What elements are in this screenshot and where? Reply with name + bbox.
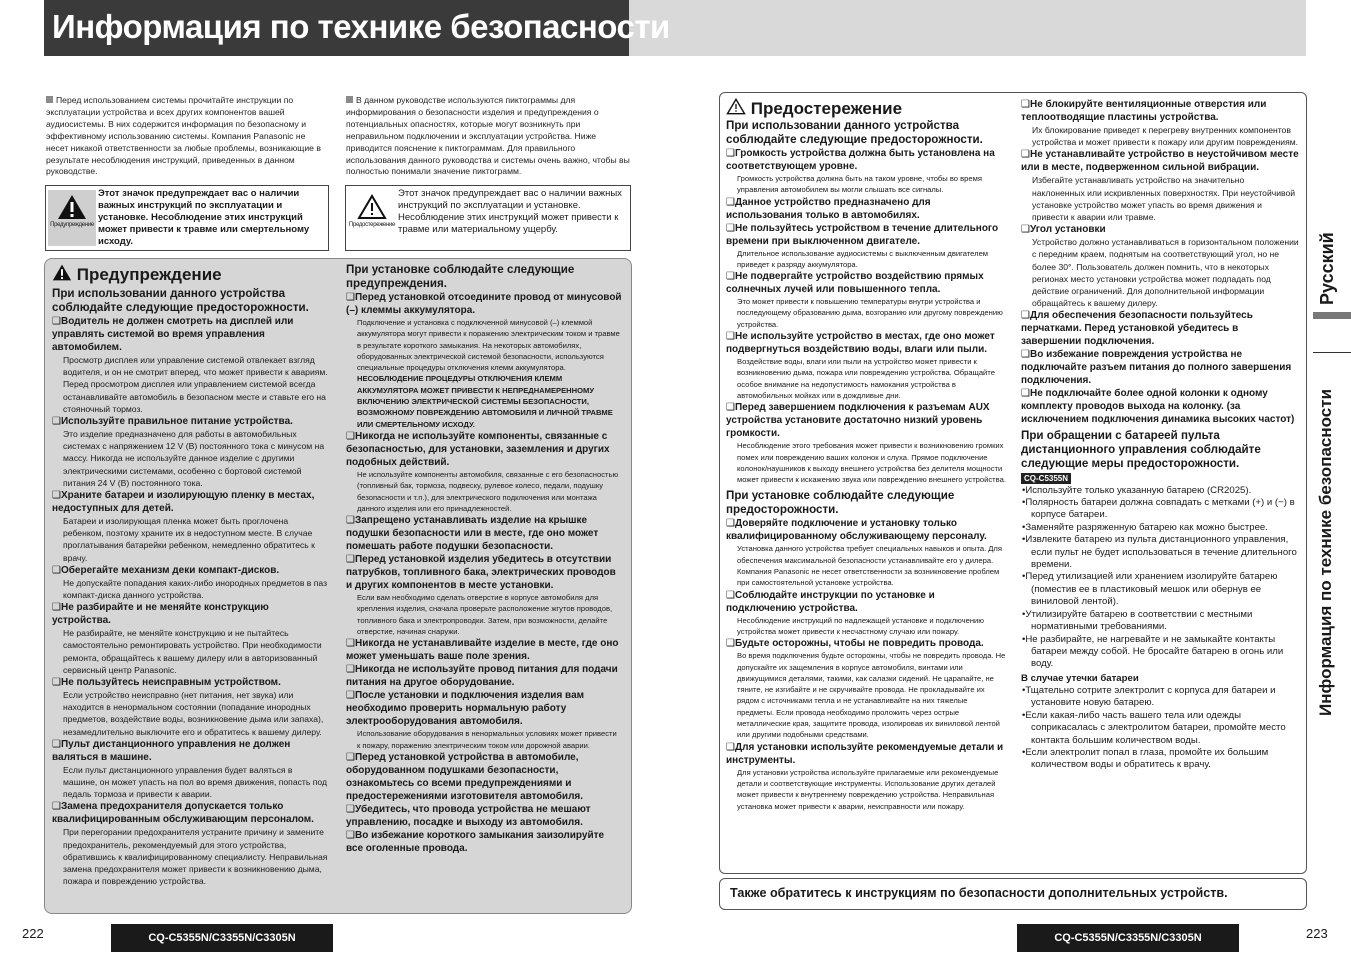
model-badge: CQ-C5355N xyxy=(1021,473,1071,484)
item-heading-text: Используйте правильное питание устройства. xyxy=(60,416,293,428)
page-number-right: 223 xyxy=(1306,926,1328,941)
warning-heading xyxy=(52,264,328,285)
item-heading xyxy=(52,676,328,689)
item-heading-text: Во избежание короткого замыкания заизолируйте все оголенные провода. xyxy=(346,829,605,854)
item-heading xyxy=(1021,98,1299,124)
item-heading xyxy=(346,430,622,469)
side-divider xyxy=(1313,352,1351,353)
model-label-left: CQ-C5355N/C3355N/C3305N xyxy=(111,924,333,952)
item-body: Это изделие предназначено для работы в автомобильных системах с напряжением 12 V (В) постоянного тока с минусом на массу. Никогда не используйте данное изделие с другими электрическими системами, особенно с бортовой системой питания 24 V (В) постоянного тока. xyxy=(63,429,325,488)
item-heading xyxy=(52,601,328,627)
caution-triangle-icon xyxy=(357,194,387,220)
warning-install-list xyxy=(346,291,622,855)
checkbox-icon: ❑ xyxy=(52,564,61,576)
checkbox-icon: ❑ xyxy=(1021,149,1030,161)
bullet-text: Если электролит попал в глаза, промойте их большим количеством воды и обратитесь к врачу. xyxy=(1025,746,1269,771)
caution-column-1 xyxy=(726,98,1006,812)
item-body: Несоблюдение этого требования может привести к возникновению громких помех или повреждению ваших колонок и слуха. Прямое подключение колонок/наушников к выходу внешнего устройства без делителя мощности может привести к искажению звука или повреждению внешнего устройства. xyxy=(737,441,1006,485)
item-body: Устройство должно устанавливаться в горизонтальном положении с передним краем, поднятым на соответствующий угол, но не более 30°. Пользователь должен помнить, что в некоторых регионах место установки устройства может подпадать под действие ограничений. Для дополнительной информации обращайтесь к вашему дилеру. xyxy=(1032,237,1299,309)
item-heading-text: Не разбирайте и не меняйте конструкцию устройства. xyxy=(52,602,269,627)
item-emphasis: НЕСОБЛЮДЕНИЕ ПРОЦЕДУРЫ ОТКЛЮЧЕНИЯ КЛЕММ АККУМУЛЯТОРА МОЖЕТ ПРИВЕСТИ К НЕПРЕДНАМЕРЕННОМУ ВКЛЮЧЕНИЮ ЭЛЕКТРИЧЕСКОЙ СИСТЕМЫ БЕЗОПАСНОСТИ, ВОЗМОЖНОМУ ПОВРЕЖДЕНИЮ АВТОМОБИЛЯ И ЛИЧНОЙ ТРАВМЕ ИЛИ СМЕРТЕЛЬНОМУ ИСХОДУ. xyxy=(357,374,613,429)
item-heading xyxy=(52,315,328,354)
checkbox-icon: ❑ xyxy=(346,664,355,676)
bullet-item xyxy=(1021,571,1299,608)
bullet-dot-icon: • xyxy=(1022,571,1026,583)
checkbox-icon: ❑ xyxy=(1021,224,1030,236)
bullet-item xyxy=(1021,497,1299,522)
item-body: Не допускайте попадания каких-либо инородных предметов в паз компакт-диска данного устройства. xyxy=(63,577,328,601)
checkbox-icon: ❑ xyxy=(1021,349,1030,361)
bullet-dot-icon: • xyxy=(1022,521,1026,533)
bullet-dot-icon: • xyxy=(1022,484,1026,496)
bullet-item xyxy=(1021,634,1299,671)
checkbox-icon: ❑ xyxy=(1021,99,1030,110)
item-body: Воздействие воды, влаги или пыли на устройство может привести к возникновению дыма, пожара или повреждению устройства. Обращайте особое внимание на недопустимость намокания устройства в автомобильных мойках или в дождливые дни. xyxy=(737,357,995,400)
item-heading-text: Запрещено устанавливать изделие на крышке подушки безопасности или в месте, где оно может помешать работе подушки безопасности. xyxy=(346,515,599,553)
side-language-label: Русский xyxy=(1317,232,1337,305)
item-body: Их блокирование приведет к перегреву внутренних компонентов устройства и может привести к пожару или другим повреждениям. xyxy=(1032,125,1299,148)
bullet-text: Полярность батареи должна совпадать с метками (+) и (−) в корпусе батареи. xyxy=(1025,497,1295,521)
checkbox-icon: ❑ xyxy=(52,316,61,327)
warning-column-1 xyxy=(52,264,328,888)
warning-triangle-icon xyxy=(57,194,87,220)
item-body: Длительное использование аудиосистемы с выключенным двигателем приведет к разряду аккумулятора. xyxy=(737,248,989,269)
item-heading-text: Перед установкой изделия убедитесь в отсутствии патрубков, топливного бака, электрических проводов и других компонентов в месте установки. xyxy=(346,554,616,592)
square-bullet-icon xyxy=(46,96,53,103)
checkbox-icon: ❑ xyxy=(52,490,61,502)
item-heading xyxy=(726,270,1006,296)
item-heading xyxy=(726,637,1006,650)
checkbox-icon: ❑ xyxy=(726,222,735,234)
warning-subtitle: При использовании данного устройства соблюдайте следующие предосторожности. xyxy=(52,287,309,314)
item-heading xyxy=(726,401,1006,440)
checkbox-icon: ❑ xyxy=(346,751,355,763)
caution-subtitle: При использовании данного устройства соблюдайте следующие предосторожности. xyxy=(726,119,983,146)
warning-column-2 xyxy=(346,263,622,855)
checkbox-icon: ❑ xyxy=(726,148,735,159)
bullet-item xyxy=(1021,609,1299,634)
item-heading-text: Не устанавливайте устройство в неустойчивом месте или в месте, подверженном сильной вибрации. xyxy=(1021,149,1299,174)
item-heading-text: Для обеспечения безопасности пользуйтесь перчатками. Перед установкой убедитесь в завершении подключения. xyxy=(1021,310,1253,348)
bullet-dot-icon: • xyxy=(1022,633,1026,645)
item-heading-text: Будьте осторожны, чтобы не повредить провода. xyxy=(734,638,984,650)
item-heading xyxy=(726,222,1006,248)
model-label-right: CQ-C5355N/C3355N/C3305N xyxy=(1017,924,1239,952)
bullet-text: Если какая-либо часть вашего тела или одежды соприкасалась с электролитом батареи, промойте место контакта большим количеством воды. xyxy=(1025,709,1286,746)
item-heading xyxy=(52,800,328,826)
bullet-text: Извлеките батарею из пульта дистанционного управления, если пульт не будет использоваться в течение длительного времени. xyxy=(1025,534,1297,571)
remote-battery-list xyxy=(1021,485,1299,671)
caution-column-2 xyxy=(1021,98,1299,772)
item-heading-text: Никогда не используйте провод питания для подачи питания на другое оборудование. xyxy=(346,664,618,689)
checkbox-icon: ❑ xyxy=(346,638,355,650)
checkbox-icon: ❑ xyxy=(726,638,735,650)
item-heading-text: Оберегайте механизм деки компакт-дисков. xyxy=(60,564,280,576)
caution-install-list xyxy=(726,517,1006,811)
warning-icon-box xyxy=(45,185,329,251)
item-heading xyxy=(346,553,622,592)
item-heading xyxy=(346,291,622,317)
item-heading xyxy=(52,738,328,764)
item-heading xyxy=(1021,387,1299,426)
intro-right-text: В данном руководстве используются пиктограммы для информирования о безопасности изделия и предупреждения о потенциальных опасностях, которые могут возникнуть при неправильном подключении и эксплуатации устройства. Ниже приводится пояснение к пиктограммам. Для правильного использования данного руководства и системы очень важно, чтобы вы полностью понимали значение пиктограмм. xyxy=(346,95,630,177)
item-heading-text: После установки и подключения изделия вам необходимо проверить нормальную работу электрооборудования автомобиля. xyxy=(346,690,585,728)
item-body: Батареи и изолирующая пленка может быть проглочена ребенком, поэтому храните их в недоступном месте. В случае проглатывания батарейки ребенком, немедленно обратитесь к врачу. xyxy=(63,516,315,563)
item-body: Несоблюдение инструкций по надлежащей установке и подключению устройства может привести к несчастному случаю или пожару. xyxy=(737,615,984,636)
bullet-text: Утилизируйте батарею в соответствии с местными нормативными требованиями. xyxy=(1025,608,1253,633)
bullet-text: Перед утилизацией или хранением изолируйте батарею (поместив ее в пластиковый мешок или обернув ее виниловой лентой). xyxy=(1025,571,1278,608)
item-heading xyxy=(726,741,1006,767)
bullet-item xyxy=(1021,534,1299,571)
item-heading xyxy=(726,589,1006,615)
side-section-label: Информация по технике безопасности xyxy=(1316,388,1335,716)
item-heading-text: Не блокируйте вентиляционные отверстия или теплоотводящие пластины устройства. xyxy=(1021,99,1267,123)
intro-left-text: Перед использованием системы прочитайте инструкции по эксплуатации устройства и всех других компонентов вашей аудиосистемы. В них содержится информация по безопасному и эффективному использованию системы. Компания Panasonic не несет никакой ответственности за любые проблемы, возникающие в результате несоблюдения инструкций, приведенных в данном руководстве. xyxy=(46,95,321,177)
item-heading xyxy=(346,803,622,829)
item-heading xyxy=(52,415,328,428)
item-body: Громкость устройства должна быть на таком уровне, чтобы во время управления автомобилем вы могли слышать все сигналы. xyxy=(737,174,982,195)
warning-triangle-icon xyxy=(52,264,72,281)
item-body: При перегорании предохранителя устраните причину и замените предохранитель, рекомендуемый для этого устройства, обратившись к квалифицированному специалисту. Неправильная замена предохранителя может привести к возникновению дыма, пожара и повреждению устройства. xyxy=(63,827,328,887)
item-heading-text: Соблюдайте инструкции по установке и подключению устройства. xyxy=(726,589,935,614)
checkbox-icon: ❑ xyxy=(1021,310,1030,322)
bullet-dot-icon: • xyxy=(1022,534,1026,546)
warning-title: Предупреждение xyxy=(76,265,222,284)
item-heading-text: Не пользуйтесь устройством в течение длительного времени при выключенном двигателе. xyxy=(726,222,999,247)
checkbox-icon: ❑ xyxy=(52,738,61,750)
item-body: Установка данного устройства требует специальных навыков и опыта. Для обеспечения максимальной безопасности устанавливайте его у дилера. Компания Panasonic не несет ответственности за возникновение проблем при самостоятельной установке устройства. xyxy=(737,544,1002,588)
page-number-left: 222 xyxy=(22,926,44,941)
item-heading-text: Никогда не устанавливайте изделие в месте, где оно может уменьшать ваше поле зрения. xyxy=(346,638,619,663)
caution-items-list xyxy=(726,147,1006,485)
checkbox-icon: ❑ xyxy=(726,331,735,343)
bullet-item xyxy=(1021,685,1299,710)
item-heading xyxy=(346,663,622,689)
item-heading-text: Данное устройство предназначено для использования только в автомобилях. xyxy=(726,196,931,221)
bullet-item xyxy=(1021,485,1299,497)
item-heading xyxy=(1021,309,1299,348)
item-heading-text: Никогда не используйте компоненты, связанные с безопасностью, для установки, заземления и других подобных действий. xyxy=(346,430,610,468)
item-heading xyxy=(726,517,1006,543)
item-body: Для установки устройства используйте прилагаемые или рекомендуемые детали и соответствующие инструменты. Использование других деталей может привести к внутреннему повреждению устройства. Неправильная установка может привести к аварии, неисправности или пожару. xyxy=(737,767,999,811)
warning-items-list xyxy=(52,315,328,888)
square-bullet-icon xyxy=(346,96,353,103)
checkbox-icon: ❑ xyxy=(346,829,355,841)
checkbox-icon: ❑ xyxy=(52,416,61,428)
bullet-text: Не разбирайте, не нагревайте и не замыкайте контакты батареи между собой. Не бросайте батарею в огонь или воду. xyxy=(1025,633,1284,670)
caution-icon-description: Этот значок предупреждает вас о наличии важных инструкций по эксплуатации и установке. Несоблюдение этих инструкций может привести к травме или материальному ущербу. xyxy=(398,188,622,235)
item-body: Если устройство неисправно (нет питания, нет звука) или находится в ненормальном состоянии (попадание инородных предметов, воздействие воды, возникновение дыма или запаха), незамедлительно выключите его и обратитесь к вашему дилеру. xyxy=(63,690,324,737)
item-heading xyxy=(726,330,1006,356)
item-heading xyxy=(346,514,622,553)
battery-leak-title: В случае утечки батареи xyxy=(1021,672,1139,684)
item-heading xyxy=(346,751,622,803)
item-body: Не используйте компоненты автомобиля, связанные с его безопасностью (топливный бак, тормоза, подвеску, рулевое колесо, педали, подушку безопасности и т.п.), для электрического подключения или монтажа данного изделия или его принадлежностей. xyxy=(357,469,619,513)
item-heading-text: Убедитесь, что провода устройства не мешают управлению, посадке и выходу из автомобиля. xyxy=(346,803,591,828)
page-title: Информация по технике безопасности xyxy=(52,8,670,45)
item-body: Это может привести к повышению температуры внутри устройства и последующему образованию дыма, возгоранию или другому повреждению устройства. xyxy=(737,297,1003,329)
item-heading xyxy=(346,637,622,663)
caution-icon-label: Предостережение xyxy=(348,222,396,228)
bullet-text: Тщательно сотрите электролит с корпуса для батареи и установите новую батарею. xyxy=(1025,684,1276,709)
bullet-item xyxy=(1021,522,1299,534)
checkbox-icon: ❑ xyxy=(1021,388,1030,400)
item-heading-text: Водитель не должен смотреть на дисплей или управлять системой во время управления автомобилем. xyxy=(52,316,294,353)
bullet-dot-icon: • xyxy=(1022,746,1026,758)
bullet-text: Заменяйте разряженную батарею как можно быстрее. xyxy=(1025,521,1268,533)
checkbox-icon: ❑ xyxy=(726,741,735,753)
item-heading-text: Перед установкой отсоедините провод от минусовой (–) клеммы аккумулятора. xyxy=(346,292,622,316)
item-heading xyxy=(52,489,328,515)
intro-right xyxy=(346,95,630,178)
item-body: Избегайте устанавливать устройство на значительно наклоненных или искривленных поверхностях. При неустойчивой установке устройство может упасть во время движения и привести к аварии или травме. xyxy=(1032,175,1296,223)
item-heading-text: Храните батареи и изолирующую пленку в местах, недоступных для детей. xyxy=(52,490,315,515)
bullet-dot-icon: • xyxy=(1022,684,1026,696)
remote-battery-title: При обращении с батареей пульта дистанционного управления соблюдайте следующие меры предосторожности. xyxy=(1021,429,1261,471)
intro-left xyxy=(46,95,326,178)
item-body: Если вам необходимо сделать отверстие в корпусе автомобиля для крепления изделия, сначала проверьте расположение жгутов проводов, топливного бака и электропроводки. Затем, при возможности, делайте отверстие, начиная снаружи. xyxy=(357,593,613,637)
item-body: Не разбирайте, не меняйте конструкцию и не пытайтесь самостоятельно ремонтировать устройство. При необходимости ремонта, обращайтесь к вашему дилеру или в авторизованный сервисный центр Panasonic. xyxy=(63,628,322,675)
checkbox-icon: ❑ xyxy=(346,430,355,442)
checkbox-icon: ❑ xyxy=(346,515,355,527)
item-heading xyxy=(1021,348,1299,387)
item-heading-text: Замена предохранителя допускается только квалифицированным обслуживающим персоналом. xyxy=(52,801,314,826)
checkbox-icon: ❑ xyxy=(726,402,735,414)
item-body: Просмотр дисплея или управление системой отвлекает взгляд водителя, и он не смотрит вперед, что может привести к авариям. Перед просмотром дисплея или управлением системой всегда останавливайте автомобиль в безопасном месте и ставьте его на стояночный тормоз. xyxy=(63,355,328,414)
checkbox-icon: ❑ xyxy=(52,677,61,689)
item-body: Если пульт дистанционного управления будет валяться в машине, он может упасть на пол во время движения, попасть под педаль тормоза и привести к аварии. xyxy=(63,764,327,800)
checkbox-icon: ❑ xyxy=(726,589,735,601)
item-heading xyxy=(346,829,622,855)
item-heading-text: Перед завершением подключения к разъемам AUX устройства установите достаточно низкий уровень громкости. xyxy=(726,402,990,440)
bullet-item xyxy=(1021,710,1299,747)
bullet-dot-icon: • xyxy=(1022,709,1026,721)
checkbox-icon: ❑ xyxy=(346,803,355,815)
side-tab-bar xyxy=(1313,312,1351,319)
item-heading-text: Не подключайте более одной колонки к одному комплекту проводов выхода на колонку. (за исключением подключения динамика высоких частот) xyxy=(1021,388,1295,426)
checkbox-icon: ❑ xyxy=(346,554,355,566)
bottom-note-text: Также обратитесь к инструкциям по безопасности дополнительных устройств. xyxy=(730,886,1228,900)
bullet-text: Используйте только указанную батарею (CR2025). xyxy=(1025,484,1252,496)
caution-install-title: При установке соблюдайте следующие предосторожности. xyxy=(726,489,955,517)
checkbox-icon: ❑ xyxy=(726,271,735,283)
checkbox-icon: ❑ xyxy=(52,602,61,614)
bottom-note-box xyxy=(719,878,1307,910)
item-body: Во время подключения будьте осторожны, чтобы не повредить провода. Не допускайте их защемления в корпусе автомобиля, винтами или движущимися деталями, такими, как салазки сидений. Не царапайте, не тяните, не изгибайте и не скручивайте провода. Не прокладывайте их рядом с источниками тепла и не устанавливайте на них тяжелые предметы. Если провода необходимо проложить через острые металлические края, защитите провода, изолировав их виниловой лентой или другими подобными средствами. xyxy=(737,651,1006,740)
battery-leak-list xyxy=(1021,685,1299,772)
item-heading xyxy=(1021,148,1299,174)
item-heading-text: Не используйте устройство в местах, где оно может подвергнуться воздействию воды, влаги или пыли. xyxy=(726,331,995,356)
bullet-item xyxy=(1021,747,1299,772)
checkbox-icon: ❑ xyxy=(52,801,61,813)
caution-title: Предостережение xyxy=(750,99,903,118)
warning-install-title: При установке соблюдайте следующие предупреждения. xyxy=(346,263,575,290)
item-heading xyxy=(1021,223,1299,236)
checkbox-icon: ❑ xyxy=(346,690,355,702)
checkbox-icon: ❑ xyxy=(726,196,735,208)
caution-column-2-list xyxy=(1021,98,1299,426)
item-heading-text: Не пользуйтесь неисправным устройством. xyxy=(60,677,281,689)
item-body: Использование оборудования в ненормальных условиях может привести к пожару, поражению электрическим током или дорожной аварии. xyxy=(357,729,617,750)
caution-triangle-icon xyxy=(726,98,746,115)
checkbox-icon: ❑ xyxy=(726,518,735,530)
checkbox-icon: ❑ xyxy=(346,292,355,303)
item-heading-text: Угол установки xyxy=(1029,224,1106,236)
item-heading xyxy=(726,196,1006,222)
item-heading-text: Не подвергайте устройство воздействию прямых солнечных лучей или повышенного тепла. xyxy=(726,271,984,296)
warning-icon-label: Предупреждение xyxy=(50,222,94,228)
item-heading-text: Во избежание повреждения устройства не подключайте разъем питания до полного завершения подключения. xyxy=(1021,349,1292,387)
item-heading-text: Доверяйте подключение и установку только квалифицированному обслуживающему персоналу. xyxy=(726,518,987,543)
item-heading xyxy=(52,564,328,577)
bullet-dot-icon: • xyxy=(1022,608,1026,620)
bullet-dot-icon: • xyxy=(1022,497,1026,509)
warning-icon-description: Этот значок предупреждает вас о наличии важных инструкций по эксплуатации и установке. Несоблюдение этих инструкций может привести к травме или смертельному исходу. xyxy=(98,188,310,247)
caution-heading xyxy=(726,98,1006,119)
caution-icon-box xyxy=(345,185,631,251)
item-heading xyxy=(726,147,1006,173)
item-heading-text: Громкость устройства должна быть установлена на соответствующем уровне. xyxy=(726,148,995,172)
item-heading-text: Пульт дистанционного управления не должен валяться в машине. xyxy=(52,738,291,763)
item-heading-text: Перед установкой устройства в автомобиле, оборудованном подушками безопасности, ознакомьтесь со всеми предупреждениями и предостережениями изготовителя автомобиля. xyxy=(346,751,584,802)
item-body: Подключение и установка с подключенной минусовой (–) клеммой аккумулятора могут привести к поражению электрическим током и травме в результате короткого замыкания. На некоторых автомобилях, оборудованных электрической системой безопасности, используются специальные процедуры отключения клемм аккумулятора. xyxy=(357,318,620,373)
item-heading xyxy=(346,689,622,728)
item-heading-text: Для установки используйте рекомендуемые детали и инструменты. xyxy=(726,741,1004,766)
